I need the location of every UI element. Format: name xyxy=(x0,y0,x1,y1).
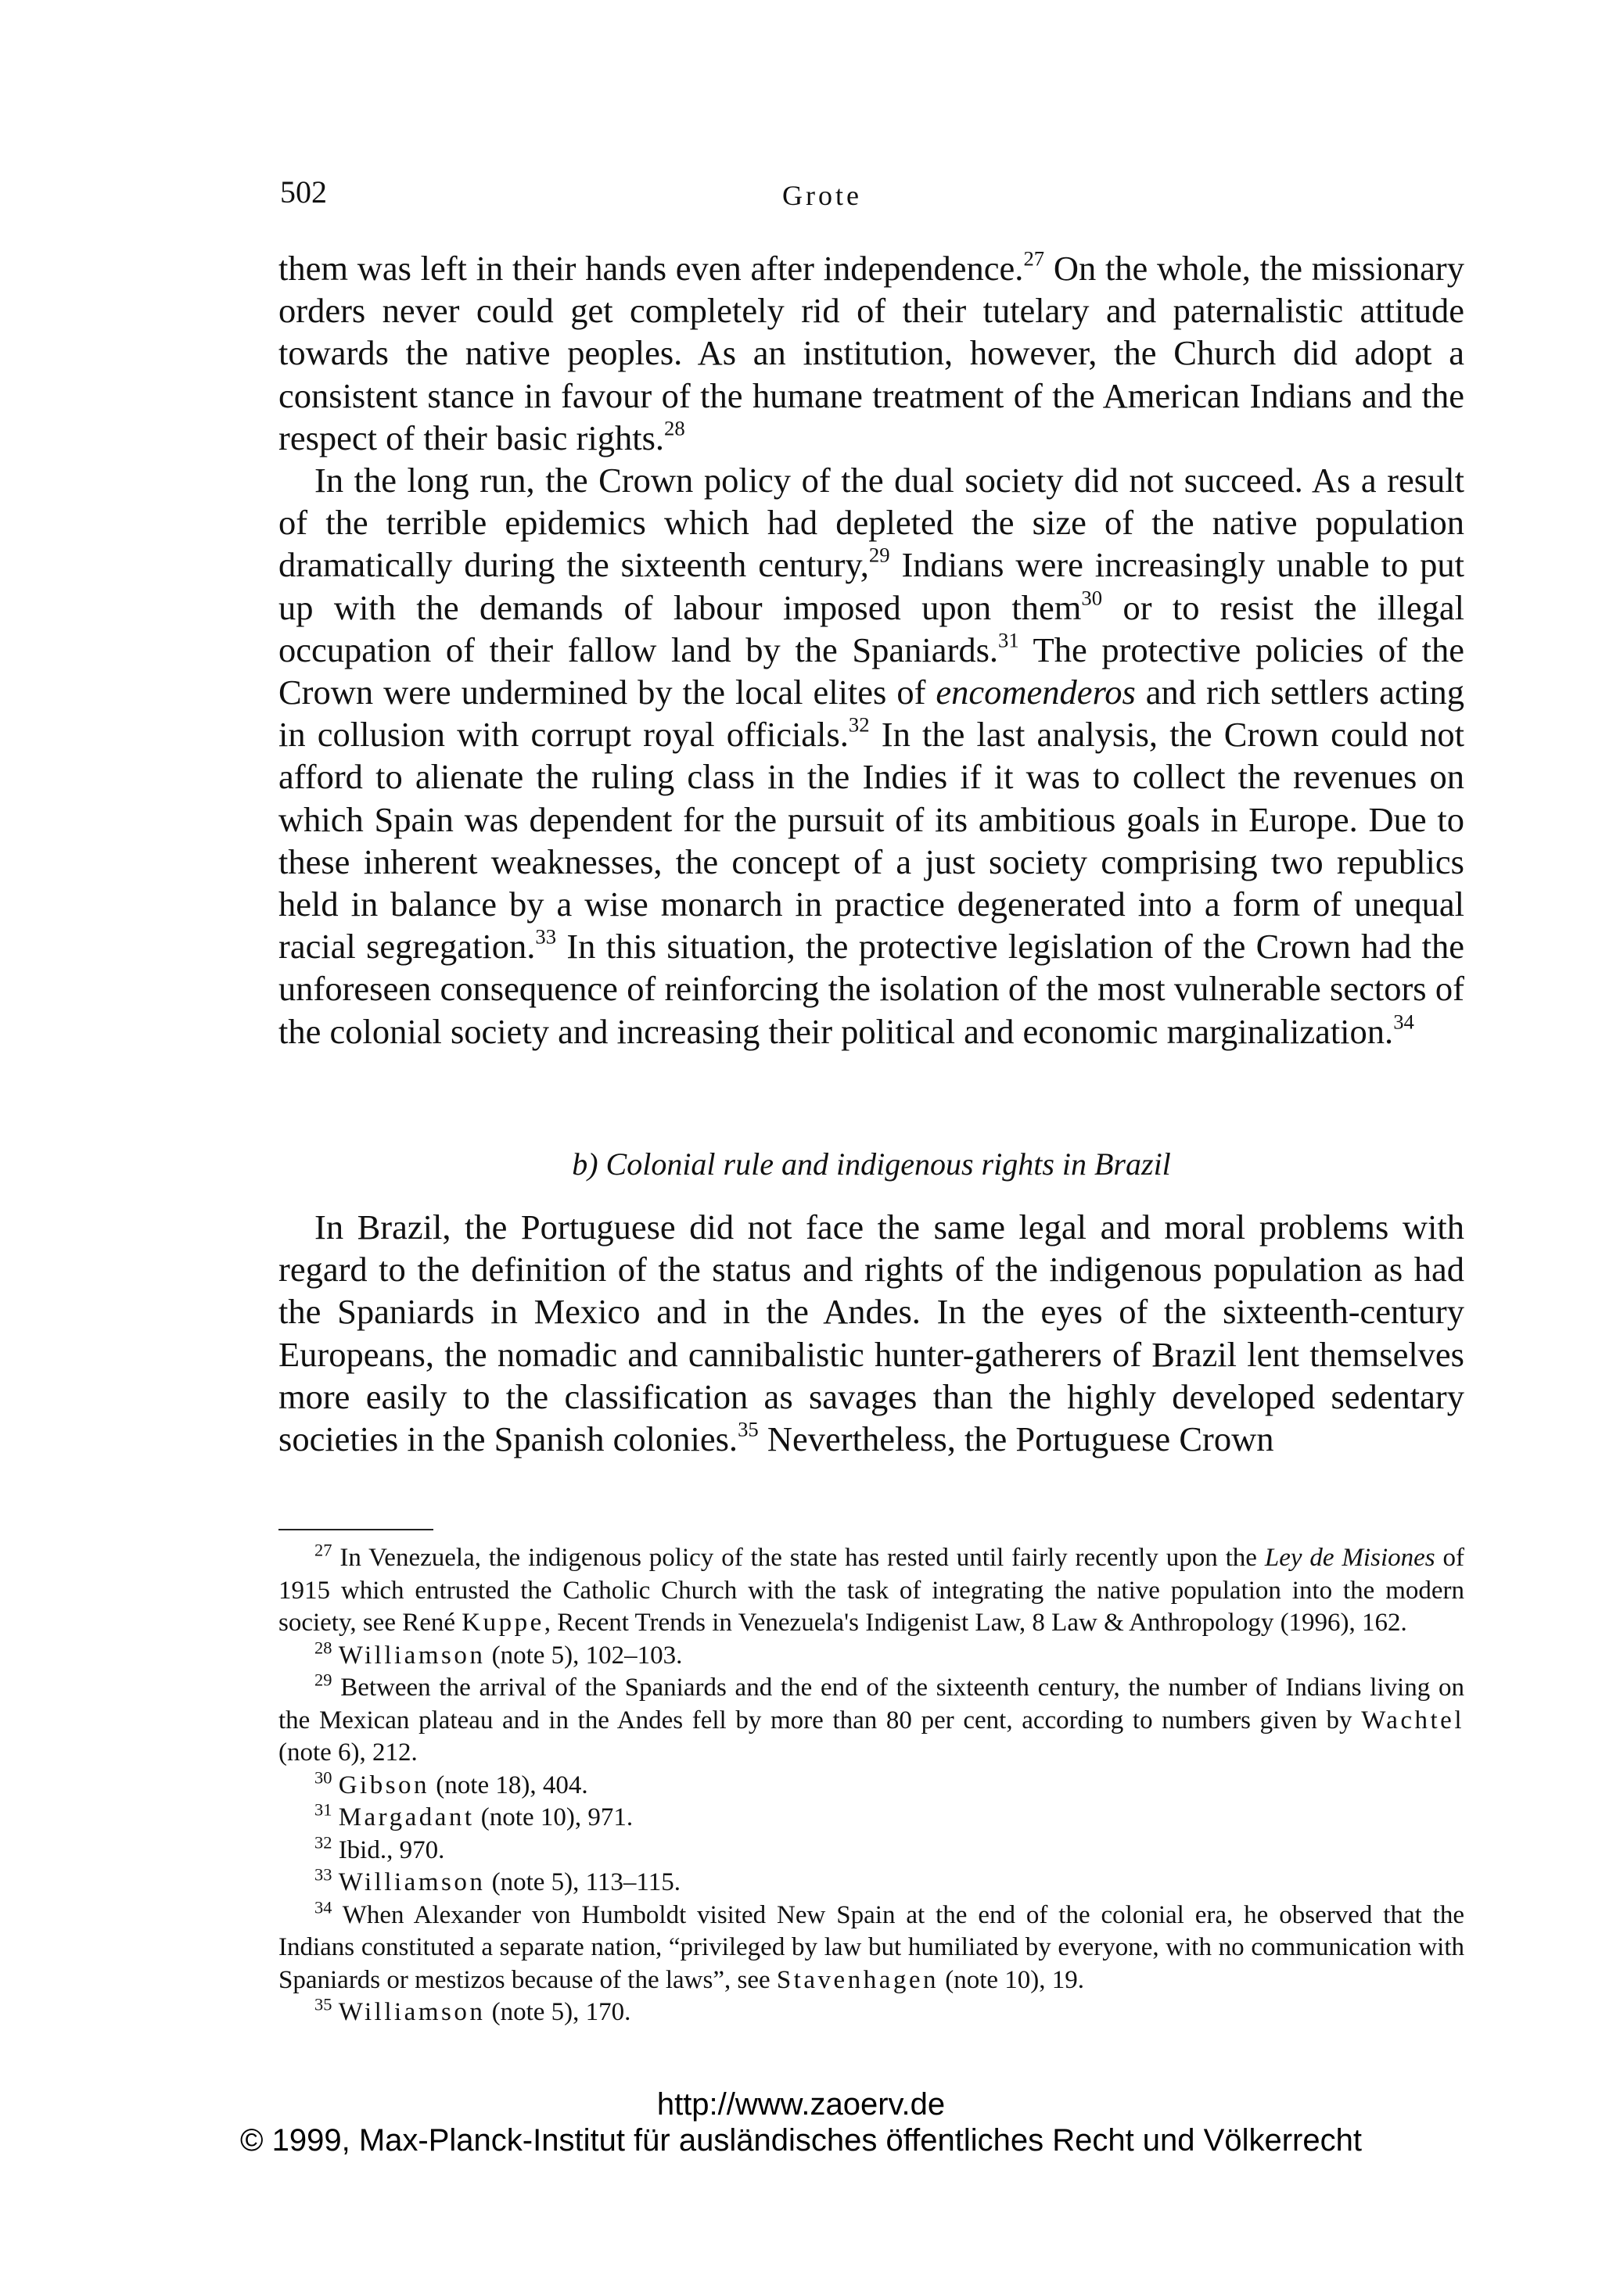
text-run: (note 10), 971. xyxy=(474,1803,634,1831)
footnote-ref-35: 35 xyxy=(738,1417,759,1441)
footnote-number: 27 xyxy=(314,1540,332,1560)
footnote-31 xyxy=(278,1799,1464,1835)
footnote-ref-31: 31 xyxy=(998,628,1019,652)
text-run: and rich settlers acting in collusion with corrupt royal officials. xyxy=(278,673,1464,755)
text-run xyxy=(332,1868,338,1896)
paragraph-1 xyxy=(278,247,1464,459)
text-run: (note 18), 404. xyxy=(429,1770,588,1799)
author-name: Wachtel xyxy=(1361,1706,1464,1735)
page-number: 502 xyxy=(280,174,327,210)
text-run: In the long run, the Crown policy of the dual society did not succeed. As a result of the terrible epidemics which had depleted the size of the native population dramatically during the sixteenth century, xyxy=(278,461,1464,585)
text-run: , Recent Trends in Venezuela's Indigenist Law, 8 Law & Anthropology (1996), 162. xyxy=(544,1609,1407,1637)
text-run xyxy=(332,1998,338,2026)
text-run: In this situation, the protective legislation of the Crown had the unforeseen consequence of reinforcing the isolation of the most vulnerable sectors of the colonial society and increasing their political and economic marginalization. xyxy=(278,927,1464,1051)
text-run: In Brazil, the Portuguese did not face the same legal and moral problems with regard to the definition of the status and rights of the indigenous population as had the Spaniards in Mexico and in the Andes. In the eyes of the sixteenth-century Europeans, the nomadic and cannibalistic hunter-gatherers of Brazil lent themselves more easily to the classification as savages than the highly developed sedentary societies in the Spanish colonies. xyxy=(278,1207,1464,1459)
author-name: Williamson xyxy=(338,1641,486,1670)
footnote-27 xyxy=(278,1542,1464,1640)
footnote-29 xyxy=(278,1672,1464,1770)
footnote-number: 35 xyxy=(314,1994,332,2014)
author-name: Margadant xyxy=(338,1803,475,1831)
footnote-ref-32: 32 xyxy=(848,712,870,737)
author-name: Williamson xyxy=(338,1998,486,2026)
text-run: Between the arrival of the Spaniards and the end of the sixteenth century, the number of Indians living on the Mexican plateau and in the Andes fell by more than 80 per cent, according to numbers given by xyxy=(278,1674,1464,1735)
body-text xyxy=(278,247,1464,1053)
text-run: In Venezuela, the indigenous policy of the state has rested until fairly recently upon the xyxy=(332,1544,1265,1572)
author-name: Kuppe xyxy=(462,1609,544,1637)
section-heading: b) Colonial rule and indigenous rights in Brazil xyxy=(572,1146,1171,1182)
footnote-number: 34 xyxy=(314,1897,332,1918)
text-run: Ibid., 970. xyxy=(332,1835,445,1864)
footer-copyright: © 1999, Max-Planck-Institut für ausländisches öffentliches Recht und Völkerrecht xyxy=(240,2123,1362,2158)
text-run: of 1915 which entrusted the Catholic Church with the task of integrating the native population into the modern society, see René xyxy=(278,1544,1465,1637)
text-run: When Alexander von Humboldt visited New Spain at the end of the colonial era, he observed that the Indians constituted a separate nation, “privileged by law but humiliated by everyone, with no communication with Spaniards or mestizos because of the laws”, see xyxy=(278,1900,1464,1994)
author-name: Stavenhagen xyxy=(776,1965,939,1994)
text-run: Indians were increasingly unable to put up with the demands of labour imposed upon them xyxy=(278,545,1464,627)
footer-url[interactable]: http://www.zaoerv.de xyxy=(656,2087,946,2122)
text-run: The protective policies of the Crown were undermined by the local elites of xyxy=(278,630,1464,712)
text-run: them was left in their hands even after independence. xyxy=(278,249,1024,288)
footnote-number: 30 xyxy=(314,1767,332,1788)
footnote-30 xyxy=(278,1767,1464,1803)
paragraph-3 xyxy=(278,1206,1464,1460)
footnote-divider xyxy=(278,1529,433,1530)
author-name: Williamson xyxy=(338,1868,486,1896)
text-run: In the last analysis, the Crown could not afford to alienate the ruling class in the Indies if it was to collect the revenues on which Spain was dependent for the pursuit of its ambitious goals in Europe. Due to these inherent weaknesses, the concept of a just society comprising two republics held in balance by a wise monarch in practice degenerated into a form of unequal racial segregation. xyxy=(278,715,1464,967)
text-run: (note 6), 212. xyxy=(278,1738,418,1767)
footnote-number: 32 xyxy=(314,1832,332,1853)
footnotes xyxy=(278,1542,1464,2029)
footnote-number: 29 xyxy=(314,1670,332,1690)
text-run xyxy=(332,1803,338,1831)
footnote-ref-30: 30 xyxy=(1081,585,1103,609)
footnote-ref-33: 33 xyxy=(535,924,557,949)
author-name: Gibson xyxy=(338,1770,430,1799)
text-run: or to resist the illegal occupation of their fallow land by the Spaniards. xyxy=(278,587,1464,669)
footnote-ref-29: 29 xyxy=(868,543,890,567)
footnote-number: 33 xyxy=(314,1864,332,1885)
footnote-32 xyxy=(278,1832,1464,1867)
italic-title: Ley de Misiones xyxy=(1264,1544,1435,1572)
running-head: Grote xyxy=(782,180,862,211)
footnote-number: 31 xyxy=(314,1799,332,1820)
footnote-34 xyxy=(278,1897,1464,1997)
text-run: (note 5), 102–103. xyxy=(485,1641,683,1670)
italic-term: encomenderos xyxy=(936,673,1136,712)
text-run xyxy=(332,1771,338,1799)
paragraph-2 xyxy=(278,459,1464,1053)
text-run: Nevertheless, the Portuguese Crown xyxy=(758,1419,1274,1459)
text-run: (note 10), 19. xyxy=(939,1965,1085,1994)
footnote-ref-28: 28 xyxy=(664,416,685,440)
footnote-ref-34: 34 xyxy=(1393,1009,1414,1033)
body-text-section-b xyxy=(278,1206,1464,1460)
footnote-number: 28 xyxy=(314,1638,332,1658)
text-run xyxy=(332,1641,338,1670)
text-run: On the whole, the missionary orders never could get completely rid of their tutelary and paternalistic attitude towards the native peoples. As an institution, however, the Church did adopt a consistent stance in favour of the humane treatment of the American Indians and the respect of their basic rights. xyxy=(278,249,1464,457)
footnote-28 xyxy=(278,1640,1464,1673)
footnote-35 xyxy=(278,1996,1464,2029)
text-run: (note 5), 170. xyxy=(485,1998,631,2026)
text-run: (note 5), 113–115. xyxy=(485,1868,681,1896)
footnote-ref-27: 27 xyxy=(1023,246,1045,271)
footnote-33 xyxy=(278,1864,1464,1900)
